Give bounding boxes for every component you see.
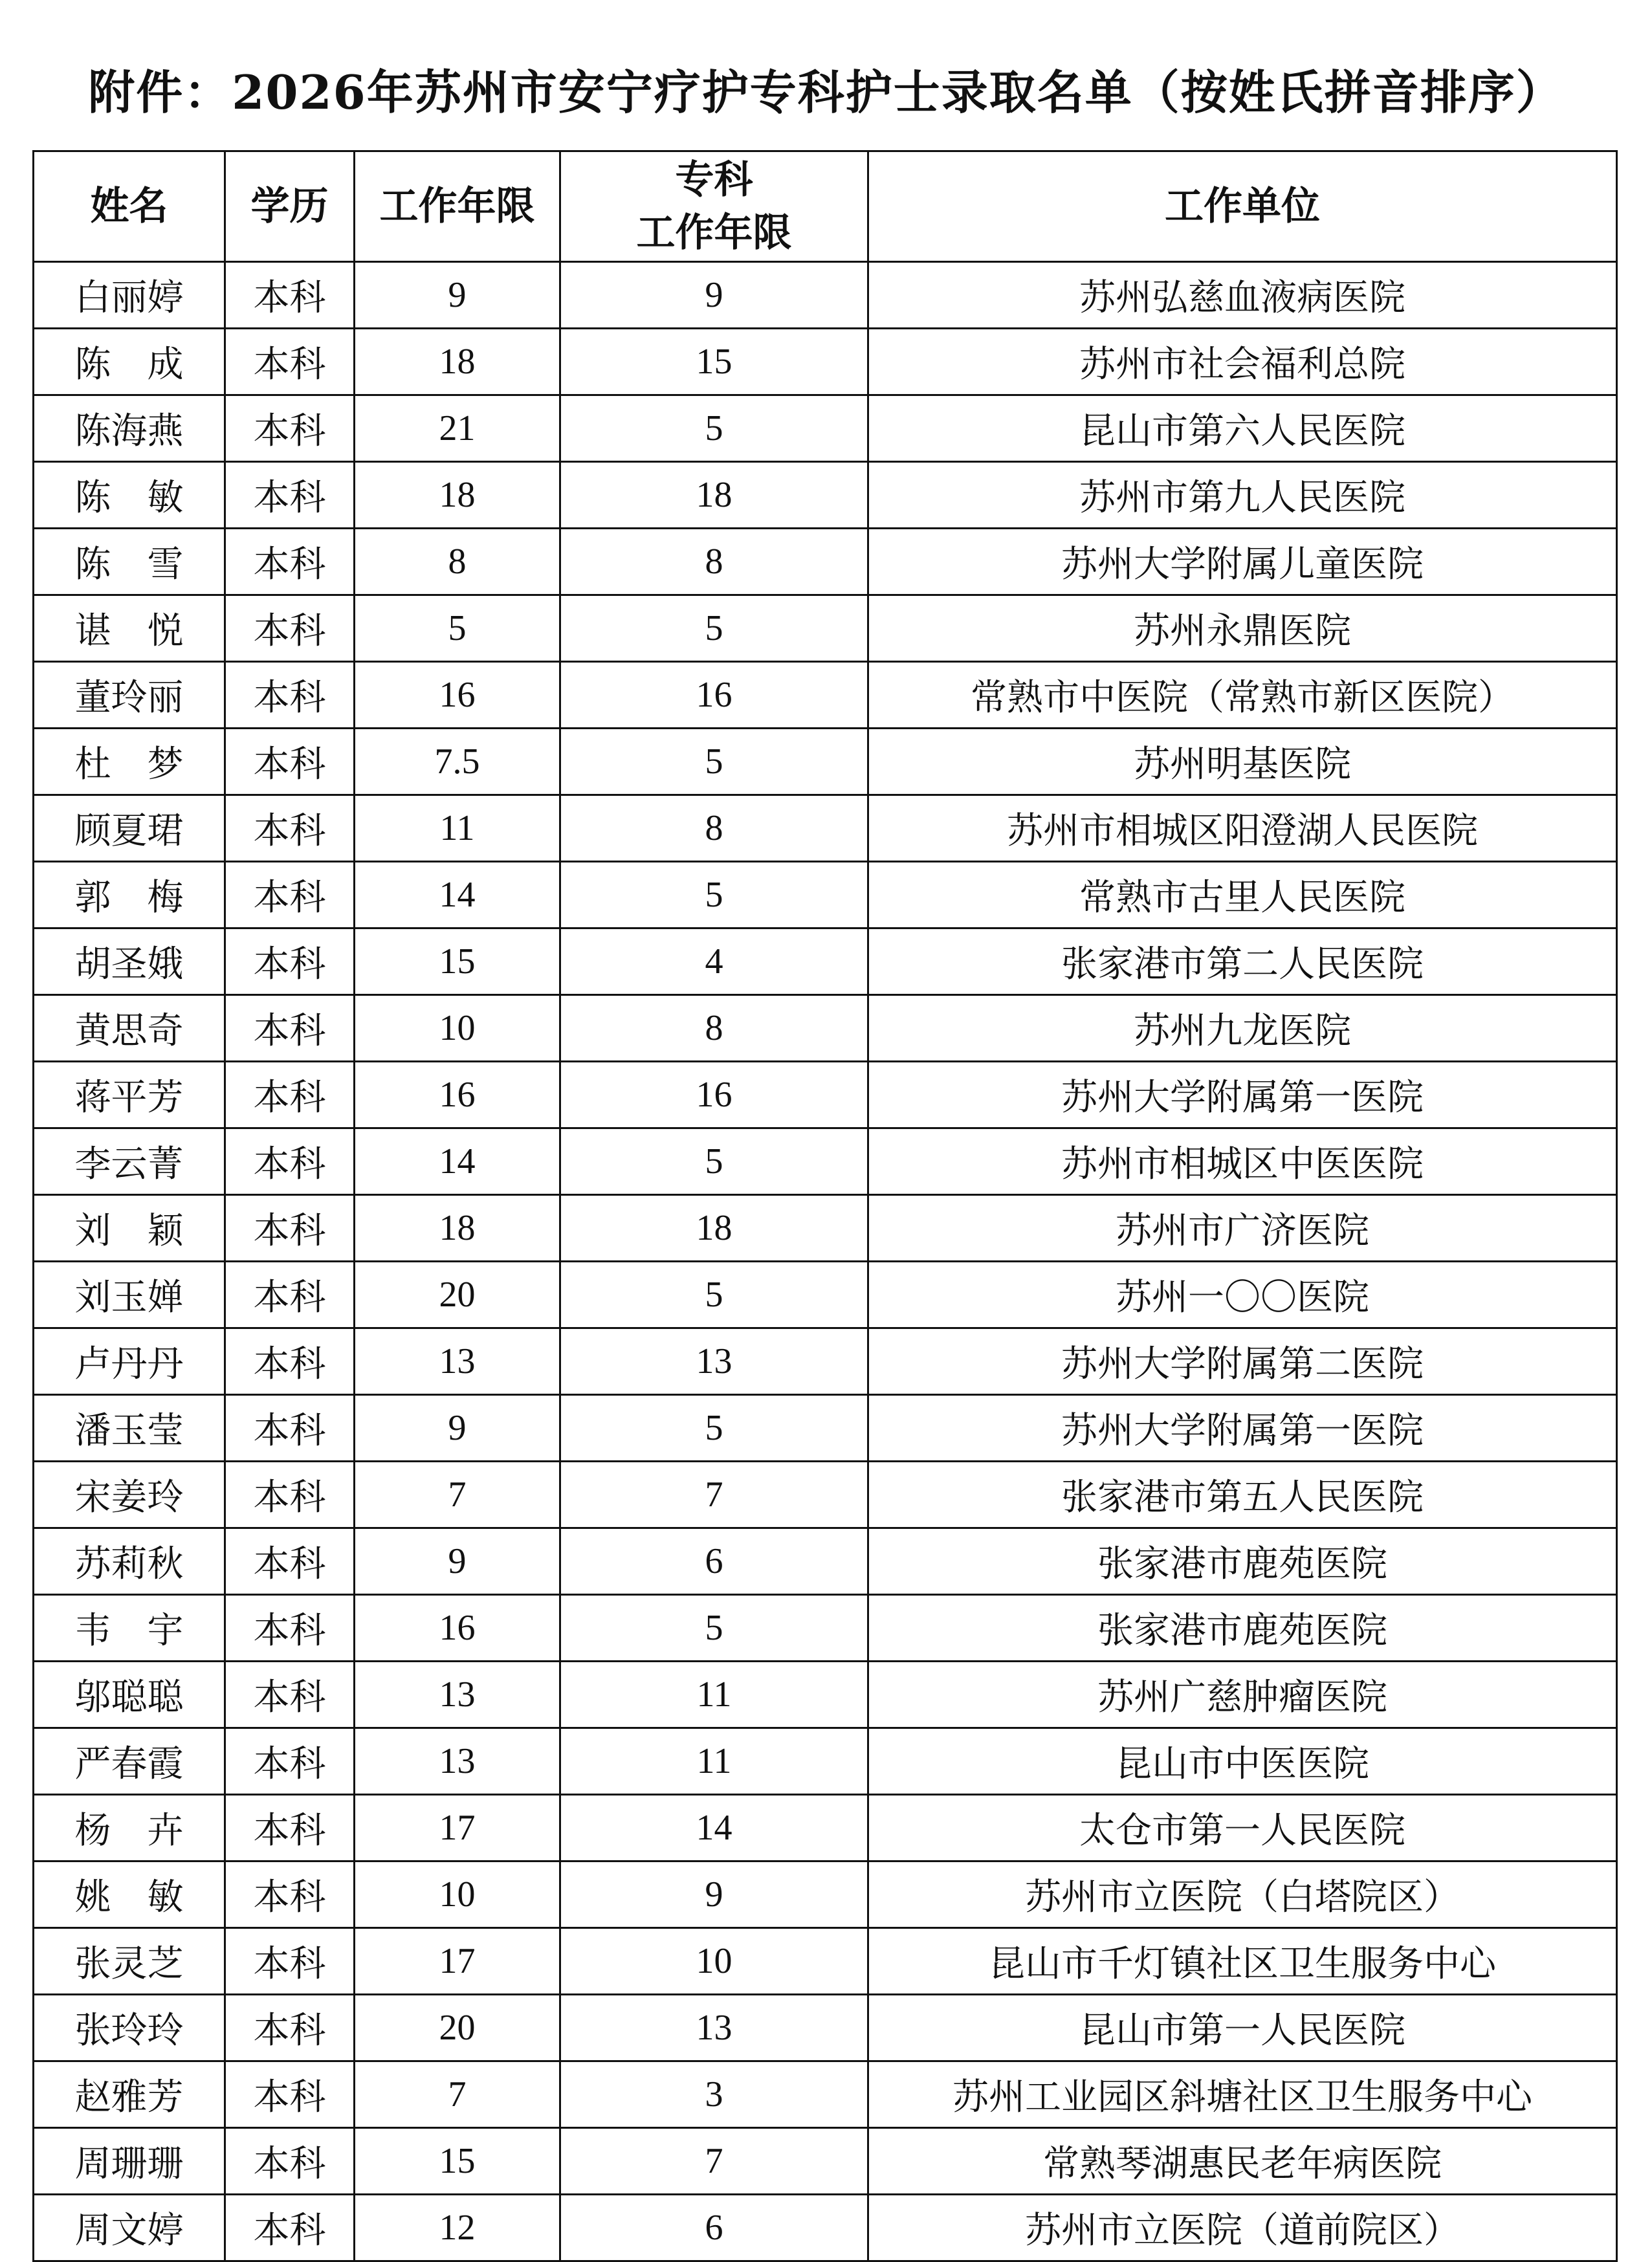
cell-specialty-years: 4 (560, 928, 868, 995)
cell-education: 本科 (225, 1795, 355, 1861)
cell-name: 刘 颖 (34, 1195, 225, 1262)
cell-years: 16 (355, 1062, 560, 1128)
cell-unit: 苏州市社会福利总院 (868, 329, 1617, 395)
cell-unit: 苏州一〇〇医院 (868, 1262, 1617, 1328)
cell-unit: 昆山市中医医院 (868, 1728, 1617, 1795)
cell-years: 16 (355, 1595, 560, 1662)
cell-specialty-years: 5 (560, 862, 868, 928)
cell-unit: 太仓市第一人民医院 (868, 1795, 1617, 1861)
cell-unit: 常熟市中医院（常熟市新区医院） (868, 662, 1617, 729)
cell-education: 本科 (225, 729, 355, 795)
table-row (34, 395, 1617, 462)
cell-education: 本科 (225, 595, 355, 662)
cell-years: 14 (355, 862, 560, 928)
cell-name: 胡圣娥 (34, 928, 225, 995)
cell-name: 周珊珊 (34, 2128, 225, 2195)
cell-name: 周文婷 (34, 2195, 225, 2261)
cell-education: 本科 (225, 795, 355, 862)
table-row (34, 595, 1617, 662)
table-row (34, 2128, 1617, 2195)
cell-years: 15 (355, 2128, 560, 2195)
cell-unit: 苏州工业园区斜塘社区卫生服务中心 (868, 2061, 1617, 2128)
cell-name: 苏莉秋 (34, 1528, 225, 1595)
cell-education: 本科 (225, 1062, 355, 1128)
cell-specialty-years: 18 (560, 1195, 868, 1262)
cell-education: 本科 (225, 1328, 355, 1395)
cell-education: 本科 (225, 662, 355, 729)
table-row (34, 529, 1617, 595)
cell-education: 本科 (225, 1728, 355, 1795)
table-body (34, 262, 1617, 2261)
table-row (34, 1928, 1617, 1995)
cell-years: 12 (355, 2195, 560, 2261)
cell-specialty-years: 16 (560, 1062, 868, 1128)
cell-education: 本科 (225, 1528, 355, 1595)
cell-unit: 张家港市鹿苑医院 (868, 1595, 1617, 1662)
table-row (34, 1595, 1617, 1662)
table-row (34, 1262, 1617, 1328)
column-header-specialty-years-line2: 工作年限 (636, 210, 792, 256)
cell-unit: 苏州弘慈血液病医院 (868, 262, 1617, 329)
cell-name: 董玲丽 (34, 662, 225, 729)
cell-name: 陈 雪 (34, 529, 225, 595)
table-row (34, 262, 1617, 329)
cell-education: 本科 (225, 262, 355, 329)
cell-unit: 张家港市鹿苑医院 (868, 1528, 1617, 1595)
cell-education: 本科 (225, 329, 355, 395)
cell-education: 本科 (225, 529, 355, 595)
cell-name: 蒋平芳 (34, 1062, 225, 1128)
cell-education: 本科 (225, 2061, 355, 2128)
table-row (34, 1462, 1617, 1528)
cell-name: 赵雅芳 (34, 2061, 225, 2128)
column-header-specialty-years (560, 151, 868, 262)
cell-unit: 张家港市第二人民医院 (868, 928, 1617, 995)
column-header-unit: 工作单位 (868, 151, 1617, 262)
cell-unit: 苏州市相城区阳澄湖人民医院 (868, 795, 1617, 862)
column-header-years: 工作年限 (355, 151, 560, 262)
cell-name: 李云菁 (34, 1128, 225, 1195)
table-row (34, 795, 1617, 862)
cell-unit: 昆山市千灯镇社区卫生服务中心 (868, 1928, 1617, 1995)
cell-specialty-years: 18 (560, 462, 868, 529)
cell-specialty-years: 7 (560, 2128, 868, 2195)
cell-education: 本科 (225, 2128, 355, 2195)
cell-specialty-years: 8 (560, 995, 868, 1062)
table-header-row (34, 151, 1617, 262)
cell-name: 黄思奇 (34, 995, 225, 1062)
cell-specialty-years: 7 (560, 1462, 868, 1528)
cell-specialty-years: 16 (560, 662, 868, 729)
cell-years: 18 (355, 1195, 560, 1262)
cell-education: 本科 (225, 928, 355, 995)
cell-years: 17 (355, 1928, 560, 1995)
cell-specialty-years: 5 (560, 395, 868, 462)
cell-unit: 苏州市第九人民医院 (868, 462, 1617, 529)
cell-education: 本科 (225, 1861, 355, 1928)
table-row (34, 1195, 1617, 1262)
cell-specialty-years: 8 (560, 795, 868, 862)
cell-education: 本科 (225, 1128, 355, 1195)
cell-name: 潘玉莹 (34, 1395, 225, 1462)
cell-years: 10 (355, 995, 560, 1062)
cell-specialty-years: 5 (560, 1595, 868, 1662)
cell-unit: 苏州广慈肿瘤医院 (868, 1662, 1617, 1728)
cell-years: 7 (355, 1462, 560, 1528)
cell-specialty-years: 8 (560, 529, 868, 595)
cell-unit: 苏州市广济医院 (868, 1195, 1617, 1262)
table-row (34, 729, 1617, 795)
cell-years: 20 (355, 1262, 560, 1328)
cell-name: 姚 敏 (34, 1861, 225, 1928)
cell-years: 18 (355, 329, 560, 395)
cell-name: 杨 卉 (34, 1795, 225, 1861)
table-row (34, 1128, 1617, 1195)
cell-education: 本科 (225, 1195, 355, 1262)
table-row (34, 1528, 1617, 1595)
table-row (34, 462, 1617, 529)
cell-years: 20 (355, 1995, 560, 2061)
table-row (34, 1328, 1617, 1395)
cell-name: 刘玉婵 (34, 1262, 225, 1328)
cell-years: 13 (355, 1328, 560, 1395)
table-row (34, 1062, 1617, 1128)
cell-education: 本科 (225, 395, 355, 462)
cell-education: 本科 (225, 1595, 355, 1662)
cell-education: 本科 (225, 862, 355, 928)
cell-name: 张玲玲 (34, 1995, 225, 2061)
cell-name: 杜 梦 (34, 729, 225, 795)
cell-unit: 苏州大学附属儿童医院 (868, 529, 1617, 595)
table-row (34, 2061, 1617, 2128)
cell-unit: 苏州市立医院（白塔院区） (868, 1861, 1617, 1928)
cell-unit: 苏州明基医院 (868, 729, 1617, 795)
table-row (34, 928, 1617, 995)
cell-specialty-years: 13 (560, 1995, 868, 2061)
cell-education: 本科 (225, 1995, 355, 2061)
cell-specialty-years: 6 (560, 2195, 868, 2261)
cell-specialty-years: 5 (560, 595, 868, 662)
cell-name: 白丽婷 (34, 262, 225, 329)
table-row (34, 1795, 1617, 1861)
cell-education: 本科 (225, 1662, 355, 1728)
cell-unit: 常熟琴湖惠民老年病医院 (868, 2128, 1617, 2195)
page-title: 附件：2026年苏州市安宁疗护专科护士录取名单（按姓氏拼音排序） (88, 65, 1564, 120)
table-row (34, 995, 1617, 1062)
cell-years: 17 (355, 1795, 560, 1861)
cell-unit: 苏州大学附属第一医院 (868, 1395, 1617, 1462)
cell-specialty-years: 5 (560, 729, 868, 795)
cell-name: 谌 悦 (34, 595, 225, 662)
cell-years: 9 (355, 1528, 560, 1595)
cell-name: 张灵芝 (34, 1928, 225, 1995)
cell-unit: 苏州市立医院（道前院区） (868, 2195, 1617, 2261)
cell-specialty-years: 5 (560, 1395, 868, 1462)
table-row (34, 329, 1617, 395)
cell-specialty-years: 14 (560, 1795, 868, 1861)
column-header-education: 学历 (225, 151, 355, 262)
cell-name: 陈 成 (34, 329, 225, 395)
table-row (34, 1728, 1617, 1795)
cell-name: 顾夏珺 (34, 795, 225, 862)
cell-specialty-years: 15 (560, 329, 868, 395)
admission-table (32, 150, 1618, 2262)
column-header-name: 姓名 (34, 151, 225, 262)
table-row (34, 1662, 1617, 1728)
cell-name: 陈 敏 (34, 462, 225, 529)
cell-unit: 苏州永鼎医院 (868, 595, 1617, 662)
table-row (34, 1861, 1617, 1928)
cell-education: 本科 (225, 2195, 355, 2261)
cell-years: 7.5 (355, 729, 560, 795)
cell-specialty-years: 11 (560, 1728, 868, 1795)
cell-years: 10 (355, 1861, 560, 1928)
column-header-specialty-years-line1: 专科 (675, 157, 753, 203)
table-row (34, 1995, 1617, 2061)
cell-specialty-years: 11 (560, 1662, 868, 1728)
cell-years: 21 (355, 395, 560, 462)
cell-years: 9 (355, 262, 560, 329)
cell-years: 5 (355, 595, 560, 662)
cell-specialty-years: 13 (560, 1328, 868, 1395)
cell-name: 宋姜玲 (34, 1462, 225, 1528)
cell-unit: 苏州大学附属第二医院 (868, 1328, 1617, 1395)
cell-specialty-years: 5 (560, 1262, 868, 1328)
cell-years: 7 (355, 2061, 560, 2128)
cell-education: 本科 (225, 1395, 355, 1462)
cell-education: 本科 (225, 1262, 355, 1328)
cell-specialty-years: 6 (560, 1528, 868, 1595)
cell-education: 本科 (225, 1462, 355, 1528)
cell-unit: 苏州九龙医院 (868, 995, 1617, 1062)
cell-specialty-years: 9 (560, 262, 868, 329)
cell-education: 本科 (225, 995, 355, 1062)
cell-unit: 昆山市第一人民医院 (868, 1995, 1617, 2061)
cell-name: 严春霞 (34, 1728, 225, 1795)
cell-name: 邬聪聪 (34, 1662, 225, 1728)
table-row (34, 1395, 1617, 1462)
cell-years: 15 (355, 928, 560, 995)
cell-unit: 常熟市古里人民医院 (868, 862, 1617, 928)
table-row (34, 662, 1617, 729)
cell-name: 郭 梅 (34, 862, 225, 928)
cell-years: 13 (355, 1662, 560, 1728)
cell-years: 8 (355, 529, 560, 595)
cell-unit: 昆山市第六人民医院 (868, 395, 1617, 462)
cell-years: 13 (355, 1728, 560, 1795)
cell-unit: 苏州大学附属第一医院 (868, 1062, 1617, 1128)
cell-name: 韦 宇 (34, 1595, 225, 1662)
cell-years: 11 (355, 795, 560, 862)
cell-years: 9 (355, 1395, 560, 1462)
cell-unit: 张家港市第五人民医院 (868, 1462, 1617, 1528)
cell-education: 本科 (225, 462, 355, 529)
cell-name: 卢丹丹 (34, 1328, 225, 1395)
cell-years: 14 (355, 1128, 560, 1195)
cell-specialty-years: 9 (560, 1861, 868, 1928)
cell-unit: 苏州市相城区中医医院 (868, 1128, 1617, 1195)
cell-specialty-years: 3 (560, 2061, 868, 2128)
cell-years: 18 (355, 462, 560, 529)
cell-specialty-years: 5 (560, 1128, 868, 1195)
table-row (34, 2195, 1617, 2261)
cell-education: 本科 (225, 1928, 355, 1995)
table-row (34, 862, 1617, 928)
cell-years: 16 (355, 662, 560, 729)
cell-name: 陈海燕 (34, 395, 225, 462)
cell-specialty-years: 10 (560, 1928, 868, 1995)
